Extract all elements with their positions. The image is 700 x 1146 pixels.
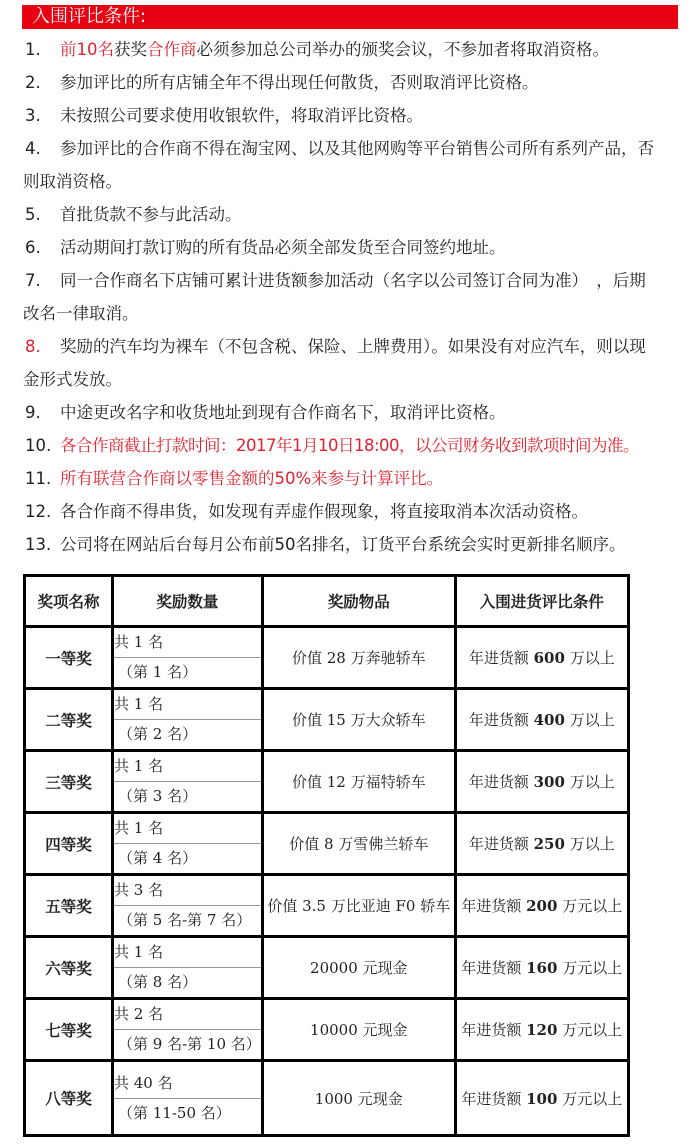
award-name	[25, 937, 113, 999]
table-row	[25, 813, 629, 875]
cell-cond-post: 万元以上	[557, 1021, 623, 1039]
cell-cond-amount: 400	[533, 711, 565, 729]
award-condition	[455, 751, 628, 813]
rule-item-5	[0, 198, 700, 231]
rule-text: 奖励的汽车均为裸车（不包含税、保险、上牌费用）。如果没有对应汽车，则以现	[60, 337, 646, 356]
quantity-total	[114, 876, 261, 906]
cell-name: 七等奖	[45, 1020, 92, 1040]
award-name	[25, 751, 113, 813]
award-condition	[455, 627, 628, 689]
rule-text-continuation: 则取消资格。	[23, 172, 122, 191]
rule-number: 3.	[25, 106, 41, 125]
table-row	[25, 875, 629, 937]
award-prize	[262, 689, 455, 751]
rule-item-2	[0, 66, 700, 99]
award-prize	[262, 1061, 455, 1136]
rule-text: 中途更改名字和收货地址到现有合作商名下，取消评比资格。	[60, 403, 506, 422]
cell-qty-rank: （第 8 名）	[118, 973, 198, 991]
quantity-rank	[114, 1099, 261, 1128]
rule-text: 各合作商不得串货，如发现有弄虚作假现象，将直接取消本次活动资格。	[60, 502, 588, 521]
rule-number: 13.	[25, 535, 52, 554]
quantity-total	[114, 752, 261, 782]
cell-cond-amount: 100	[526, 1089, 558, 1108]
cell-qty-total: 共 1 名	[114, 757, 164, 775]
award-prize	[262, 627, 455, 689]
cell-cond-amount: 600	[533, 649, 565, 667]
cell-cond-amount: 120	[526, 1021, 558, 1039]
rule-item-13	[0, 528, 700, 561]
cell-cond-pre: 年进货额	[468, 835, 534, 853]
cell-name: 二等奖	[45, 710, 92, 730]
cell-qty-rank: （第 5 名-第 7 名）	[118, 911, 252, 929]
cell-cond-amount: 160	[526, 959, 558, 977]
rule-item-11	[0, 462, 700, 495]
cell-prize: 价值 8 万雪佛兰轿车	[289, 835, 429, 853]
rule-text: 获奖	[114, 40, 147, 59]
quantity-rank	[114, 1030, 261, 1059]
table-row	[25, 937, 629, 999]
cell-cond-pre: 年进货额	[468, 773, 534, 791]
rule-text-highlight: 所有联营合作商以零售金额的50%来参与计算评比。	[60, 469, 444, 488]
cell-prize: 价值 3.5 万比亚迪 F0 轿车	[267, 897, 451, 915]
rule-number: 2.	[25, 73, 41, 92]
quantity-total	[114, 690, 261, 720]
rule-item-7	[0, 264, 700, 330]
rule-number: 1.	[25, 40, 41, 59]
cell-name: 一等奖	[45, 648, 92, 668]
rule-item-4	[0, 132, 700, 198]
cell-qty-rank: （第 9 名-第 10 名）	[118, 1035, 261, 1053]
table-row	[25, 1061, 629, 1136]
award-quantity	[113, 875, 263, 937]
table-row	[25, 751, 629, 813]
rule-text: 参加评比的合作商不得在淘宝网、以及其他网购等平台销售公司所有系列产品，否	[60, 139, 654, 158]
award-quantity	[113, 627, 263, 689]
cell-cond-pre: 年进货额	[461, 897, 527, 915]
cell-cond-post: 万元以上	[557, 897, 623, 915]
cell-cond-post: 万元以上	[557, 959, 623, 977]
table-header-row	[25, 576, 629, 627]
cell-name: 六等奖	[45, 958, 92, 978]
quantity-total	[114, 814, 261, 844]
award-quantity	[113, 751, 263, 813]
award-condition	[455, 875, 628, 937]
rule-number: 5.	[25, 205, 41, 224]
cell-cond-post: 万以上	[564, 711, 615, 729]
rule-item-3	[0, 99, 700, 132]
rule-number: 6.	[25, 238, 41, 257]
cell-qty-rank: （第 2 名）	[118, 725, 198, 743]
cell-cond-pre: 年进货额	[468, 649, 534, 667]
rule-item-9	[0, 396, 700, 429]
cell-qty-total: 共 1 名	[114, 819, 164, 837]
award-name	[25, 813, 113, 875]
cell-prize: 价值 15 万大众轿车	[291, 711, 426, 729]
table-row	[25, 689, 629, 751]
award-prize	[262, 999, 455, 1061]
rule-text-highlight: 各合作商截止打款时间：2017年1月10日18:00，以公司财务收到款项时间为准。	[60, 436, 640, 455]
column-header: 入围进货评比条件	[455, 576, 628, 627]
cell-prize: 价值 12 万福特轿车	[291, 773, 426, 791]
cell-name: 八等奖	[45, 1089, 92, 1108]
award-prize	[262, 875, 455, 937]
rule-number: 8.	[25, 337, 41, 356]
rule-item-10	[0, 429, 700, 462]
rule-item-6	[0, 231, 700, 264]
cell-cond-post: 万元以上	[557, 1089, 623, 1108]
award-name	[25, 627, 113, 689]
rule-text: 公司将在网站后台每月公布前50名排名，订货平台系统会实时更新排名顺序。	[60, 535, 626, 554]
award-name	[25, 689, 113, 751]
rule-text: 首批货款不参与此活动。	[60, 205, 242, 224]
cell-qty-rank: （第 1 名）	[118, 663, 198, 681]
award-name	[25, 875, 113, 937]
rule-number: 12.	[25, 502, 52, 521]
rule-number: 9.	[25, 403, 41, 422]
cell-qty-rank: （第 11-50 名）	[118, 1103, 231, 1122]
column-header: 奖励数量	[113, 576, 263, 627]
cell-cond-amount: 200	[526, 897, 558, 915]
section-title: 入围评比条件:	[32, 6, 147, 27]
cell-prize: 10000 元现金	[310, 1021, 408, 1039]
rule-text-continuation: 金形式发放。	[23, 370, 122, 389]
award-condition	[455, 1061, 628, 1136]
rule-highlight: 前10名	[60, 40, 114, 59]
table-row	[25, 999, 629, 1061]
cell-qty-total: 共 2 名	[114, 1005, 164, 1023]
award-quantity	[113, 937, 263, 999]
quantity-rank	[114, 968, 261, 997]
rule-text: 必须参加总公司举办的颁奖会议，不参加者将取消资格。	[196, 40, 609, 59]
rule-item-1	[0, 33, 700, 66]
rule-highlight: 合作商	[147, 40, 197, 59]
column-header: 奖项名称	[25, 576, 113, 627]
cell-prize: 1000 元现金	[314, 1089, 403, 1108]
quantity-rank	[114, 782, 261, 811]
table-row	[25, 627, 629, 689]
rule-item-8	[0, 330, 700, 396]
cell-name: 三等奖	[45, 772, 92, 792]
award-name	[25, 999, 113, 1061]
rule-text: 参加评比的所有店铺全年不得出现任何散货，否则取消评比资格。	[60, 73, 539, 92]
award-quantity	[113, 813, 263, 875]
cell-cond-amount: 250	[533, 835, 565, 853]
award-prize	[262, 813, 455, 875]
rule-text: 未按照公司要求使用收银软件，将取消评比资格。	[60, 106, 423, 125]
rule-number: 11.	[25, 469, 52, 488]
award-condition	[455, 999, 628, 1061]
column-header: 奖励物品	[262, 576, 455, 627]
cell-qty-total: 共 1 名	[114, 633, 164, 651]
cell-cond-pre: 年进货额	[461, 1089, 527, 1108]
quantity-rank	[114, 844, 261, 873]
award-quantity	[113, 999, 263, 1061]
cell-cond-post: 万以上	[564, 649, 615, 667]
rule-number: 4.	[25, 139, 41, 158]
cell-cond-amount: 300	[533, 773, 565, 791]
quantity-rank	[114, 906, 261, 935]
rule-number: 10.	[25, 436, 52, 455]
awards-table	[23, 574, 630, 1137]
award-condition	[455, 689, 628, 751]
cell-qty-total: 共 1 名	[114, 943, 164, 961]
rule-number: 7.	[25, 271, 41, 290]
rule-text: 同一合作商名下店铺可累计进货额参加活动（名字以公司签订合同为准） ，后期	[60, 271, 646, 290]
section-header	[22, 5, 678, 29]
cell-cond-pre: 年进货额	[461, 959, 527, 977]
rules-list	[0, 33, 700, 561]
quantity-total	[114, 628, 261, 658]
cell-name: 五等奖	[45, 896, 92, 916]
award-prize	[262, 751, 455, 813]
cell-cond-pre: 年进货额	[468, 711, 534, 729]
award-quantity	[113, 1061, 263, 1136]
cell-cond-pre: 年进货额	[461, 1021, 527, 1039]
cell-qty-total: 共 3 名	[114, 881, 164, 899]
cell-cond-post: 万以上	[564, 835, 615, 853]
quantity-total	[114, 1000, 261, 1030]
cell-cond-post: 万以上	[564, 773, 615, 791]
quantity-rank	[114, 658, 261, 687]
cell-qty-total: 共 1 名	[114, 695, 164, 713]
rule-item-12	[0, 495, 700, 528]
quantity-total	[114, 938, 261, 968]
awards-table-container	[23, 574, 630, 1137]
award-quantity	[113, 689, 263, 751]
quantity-total	[114, 1069, 261, 1099]
award-name	[25, 1061, 113, 1136]
award-condition	[455, 813, 628, 875]
cell-prize: 价值 28 万奔驰轿车	[291, 649, 426, 667]
cell-qty-rank: （第 3 名）	[118, 787, 198, 805]
cell-qty-rank: （第 4 名）	[118, 849, 198, 867]
cell-qty-total: 共 40 名	[114, 1073, 173, 1092]
rule-text-continuation: 改名一律取消。	[23, 304, 139, 323]
rule-text: 活动期间打款订购的所有货品必须全部发货至合同签约地址。	[60, 238, 506, 257]
cell-name: 四等奖	[45, 834, 92, 854]
award-prize	[262, 937, 455, 999]
quantity-rank	[114, 720, 261, 749]
award-condition	[455, 937, 628, 999]
cell-prize: 20000 元现金	[310, 959, 408, 977]
